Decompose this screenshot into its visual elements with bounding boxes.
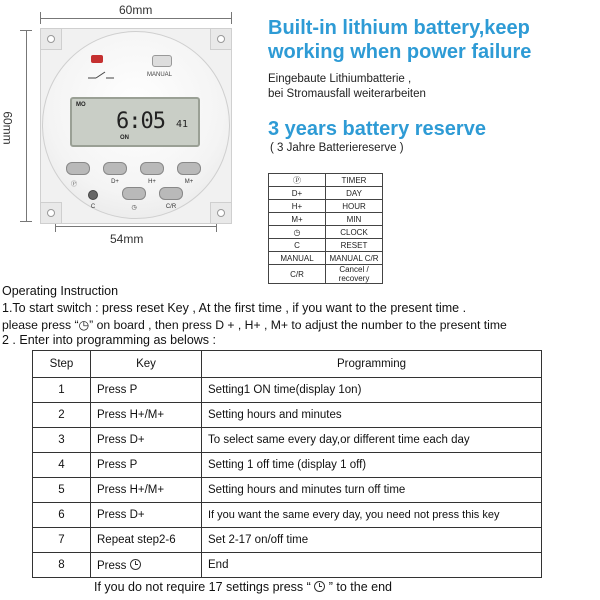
german-line-2: bei Stromausfall weiterarbeiten — [268, 88, 426, 100]
clock-key-label: ◷ — [131, 205, 137, 211]
instruction-line-2: please press “◷” on board , then press D + , H+ , M+ to adjust the number to the present time — [2, 318, 507, 332]
table-row — [33, 428, 542, 453]
instruction-line-1: 1.To start switch : press reset Key , At the first time , if you want to the present time . — [2, 301, 467, 315]
table-row — [269, 239, 383, 252]
bottom-dimension-line — [55, 226, 217, 227]
clock-icon — [314, 581, 325, 592]
height-dimension-tick-top — [20, 30, 32, 31]
width-dimension-tick-left — [40, 12, 41, 24]
key-cell: MANUAL — [269, 252, 326, 265]
step-number: 3 — [33, 428, 91, 453]
key-cell: ◷ — [269, 226, 326, 239]
step-programming: Set 2-17 on/off time — [202, 528, 542, 553]
width-dimension-line — [40, 18, 232, 19]
step-key: Press P — [91, 453, 202, 478]
step-key: Press — [97, 559, 127, 572]
table-row — [269, 187, 383, 200]
lcd-time: 6:05 — [116, 109, 165, 134]
column-header-programming: Programming — [202, 351, 542, 378]
function-cell: MANUAL C/R — [326, 252, 383, 265]
height-dimension-line — [26, 30, 27, 222]
cancel-recovery-key[interactable] — [159, 187, 183, 200]
function-cell: DAY — [326, 187, 383, 200]
manual-switch[interactable] — [152, 55, 172, 67]
cancel-recovery-key-label: C/R — [165, 204, 177, 210]
step-key: Press D+ — [91, 428, 202, 453]
table-row — [269, 174, 383, 187]
table-row — [33, 378, 542, 403]
key-cell: C — [269, 239, 326, 252]
step-programming: Setting1 ON time(display 1on) — [202, 378, 542, 403]
programming-steps-table — [32, 350, 542, 578]
step-key: Press H+/M+ — [91, 478, 202, 503]
table-row — [269, 213, 383, 226]
key-legend-table — [268, 173, 383, 284]
table-row — [33, 403, 542, 428]
instruction-title: Operating Instruction — [2, 284, 119, 298]
step-number: 6 — [33, 503, 91, 528]
minute-key-label: M+ — [184, 179, 194, 185]
table-row — [33, 528, 542, 553]
table-row — [33, 553, 542, 578]
step-key: Repeat step2-6 — [91, 528, 202, 553]
table-header-row — [33, 351, 542, 378]
step-key-cell — [91, 553, 202, 578]
clock-icon — [130, 559, 141, 570]
footer-text-before: If you do not require 17 settings press “ — [94, 580, 311, 594]
clock-key[interactable] — [122, 187, 146, 200]
key-cell: D+ — [269, 187, 326, 200]
step-number: 4 — [33, 453, 91, 478]
table-row — [269, 265, 383, 284]
headline-line-2: working when power failure — [268, 41, 532, 63]
step-key: Press H+/M+ — [91, 403, 202, 428]
table-row — [33, 503, 542, 528]
lcd-display — [70, 97, 200, 147]
day-key[interactable] — [103, 162, 127, 175]
step-number: 7 — [33, 528, 91, 553]
step-number: 2 — [33, 403, 91, 428]
battery-reserve-heading: 3 years battery reserve — [268, 118, 486, 140]
step-programming: Setting hours and minutes — [202, 403, 542, 428]
hour-key[interactable] — [140, 162, 164, 175]
step-number: 1 — [33, 378, 91, 403]
minute-key[interactable] — [177, 162, 201, 175]
table-row — [33, 478, 542, 503]
function-cell: TIMER — [326, 174, 383, 187]
key-cell: C/R — [269, 265, 326, 284]
function-cell: MIN — [326, 213, 383, 226]
height-dimension-tick-bottom — [20, 221, 32, 222]
day-key-label: D+ — [111, 179, 119, 185]
lcd-on-indicator: ON — [120, 135, 129, 141]
step-programming: If you want the same every day, you need not press this key — [202, 503, 542, 528]
step-key: Press P — [91, 378, 202, 403]
mounting-hole — [217, 35, 225, 43]
step-key: Press D+ — [91, 503, 202, 528]
step-programming: Setting hours and minutes turn off time — [202, 478, 542, 503]
table-row — [269, 252, 383, 265]
column-header-key: Key — [91, 351, 202, 378]
table-row — [269, 226, 383, 239]
step-programming: End — [202, 553, 542, 578]
width-dimension-tick-right — [231, 12, 232, 24]
step-number: 8 — [33, 553, 91, 578]
height-dimension-label: 60mm — [1, 108, 15, 147]
width-dimension-label: 60mm — [116, 3, 155, 17]
timer-key[interactable] — [66, 162, 90, 175]
timer-key-label: Ⓟ — [70, 182, 77, 188]
lcd-seconds: 41 — [176, 119, 189, 130]
battery-reserve-german: ( 3 Jahre Batteriereserve ) — [270, 142, 404, 154]
headline-line-1: Built-in lithium battery,keep — [268, 17, 530, 39]
key-cell: M+ — [269, 213, 326, 226]
table-row — [33, 453, 542, 478]
footer-note — [94, 580, 392, 594]
reset-button[interactable] — [88, 190, 98, 200]
table-row — [269, 200, 383, 213]
mounting-hole — [47, 209, 55, 217]
function-cell: CLOCK — [326, 226, 383, 239]
hour-key-label: H+ — [148, 179, 156, 185]
bottom-dimension-label: 54mm — [110, 232, 144, 246]
column-header-step: Step — [33, 351, 91, 378]
mounting-hole — [47, 35, 55, 43]
key-cell: Ⓟ — [269, 174, 326, 187]
mounting-hole — [217, 209, 225, 217]
switch-symbol-icon — [88, 70, 114, 80]
german-line-1: Eingebaute Lithiumbatterie , — [268, 73, 412, 85]
footer-text-after: ” to the end — [328, 580, 393, 594]
step-programming: Setting 1 off time (display 1 off) — [202, 453, 542, 478]
manual-label: MANUAL — [147, 72, 173, 78]
function-cell: Cancel / recovery — [326, 265, 383, 284]
status-led — [91, 55, 103, 63]
function-cell: HOUR — [326, 200, 383, 213]
step-number: 5 — [33, 478, 91, 503]
function-cell: RESET — [326, 239, 383, 252]
step-programming: To select same every day,or different time each day — [202, 428, 542, 453]
reset-label: C — [90, 204, 96, 210]
key-cell: H+ — [269, 200, 326, 213]
lcd-day-indicator: MO — [76, 102, 86, 108]
instruction-line-3: 2 . Enter into programming as belows : — [2, 333, 216, 347]
